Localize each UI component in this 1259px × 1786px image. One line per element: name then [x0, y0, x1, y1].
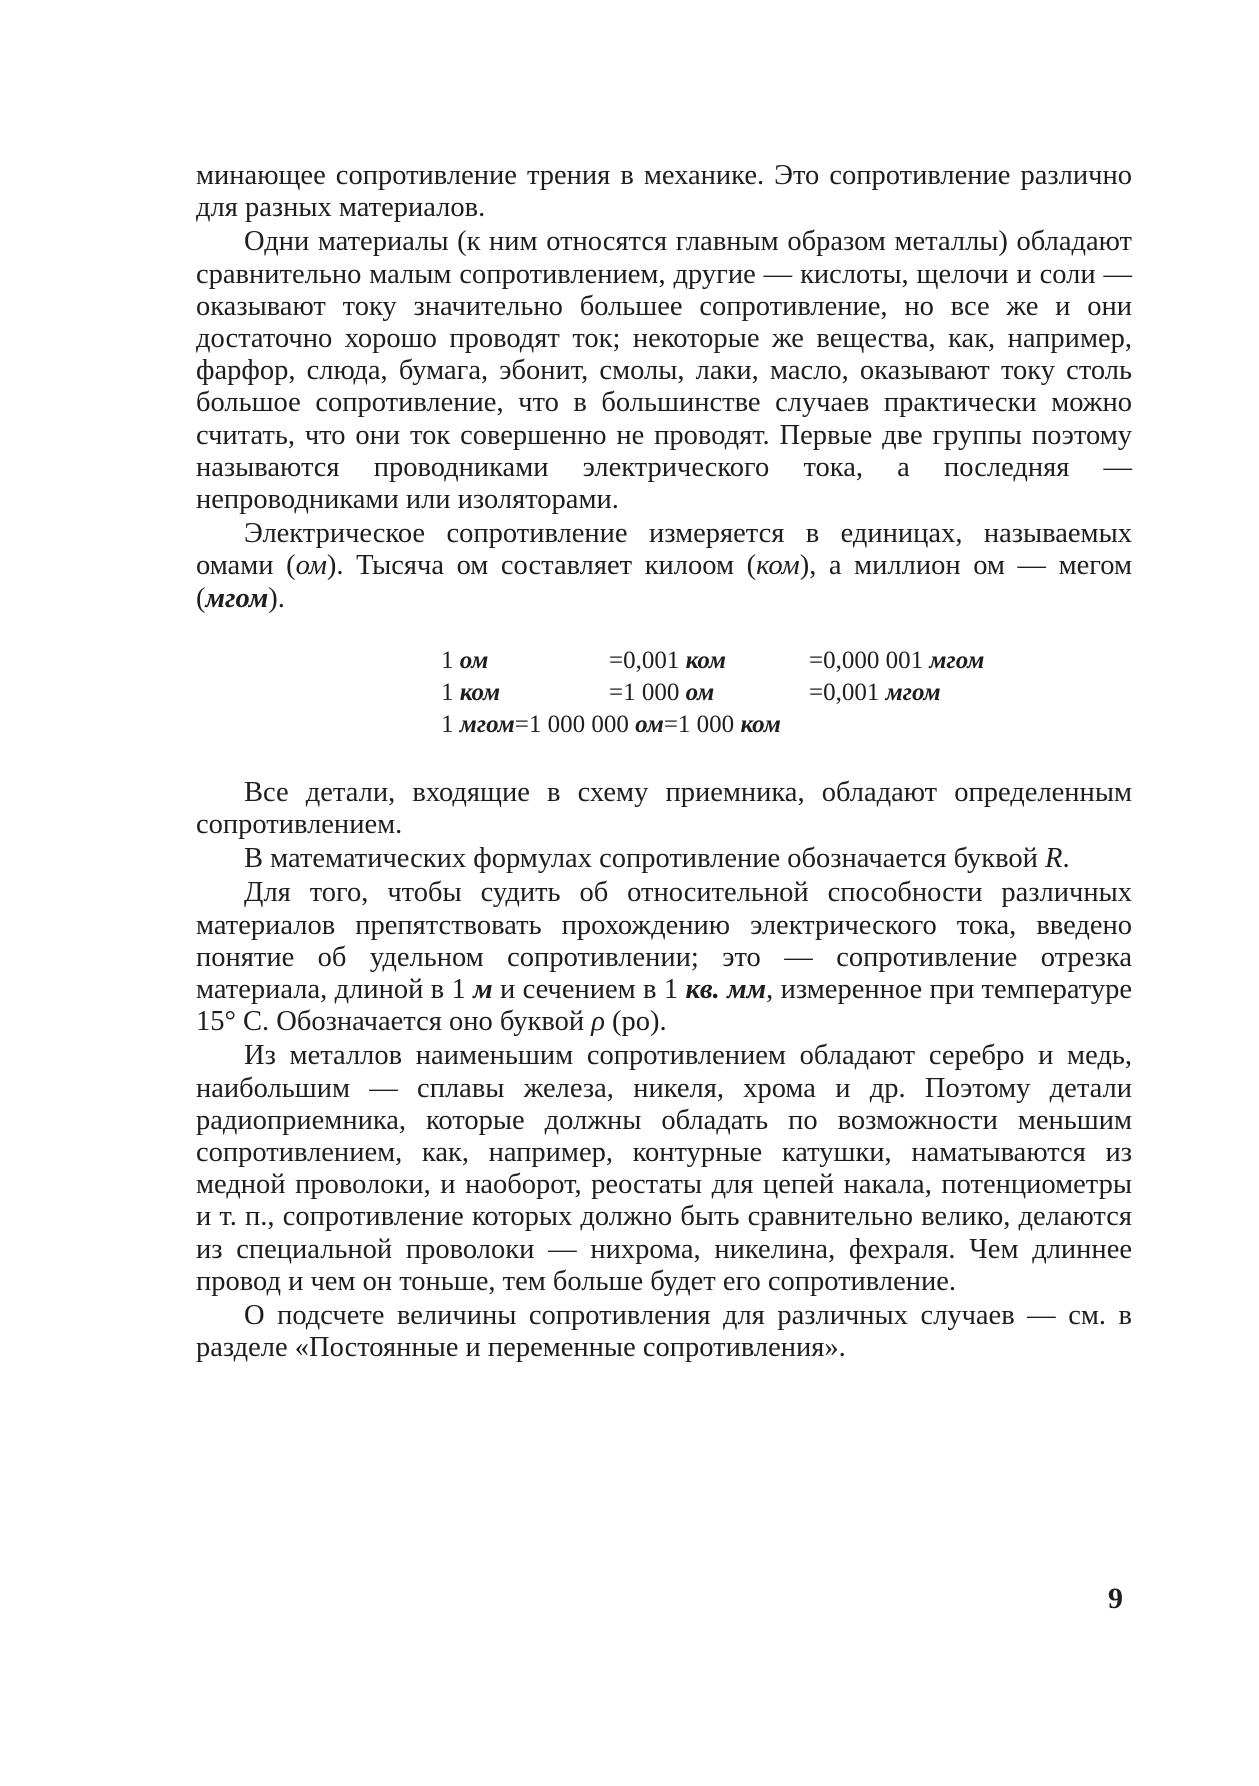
page-body: [196, 160, 1132, 1365]
paragraph-symbol-r: В математических формулах сопротивление обозначается буквой R.: [244, 843, 1070, 875]
formula-row: 1 мгом=1 000 000 ом=1 000 ком: [441, 710, 781, 738]
paragraph-resistivity: Для того, чтобы судить об относительной способности различных материалов препятствовать прохождению электрического тока, введено понятие об удельном сопротивлении; это — сопротивление отрезка материала, длиной в 1 м и сечением в 1 кв. мм, измеренное при температуре 15° С. Обозначается оно буквой ρ (ро).: [196, 877, 1132, 1038]
symbol-rho: ρ: [591, 1006, 605, 1038]
unit-megaohm: мгом: [205, 582, 269, 614]
page-number: 9: [1108, 1582, 1123, 1615]
symbol-r: R: [1045, 843, 1063, 875]
paragraph-details: Все детали, входящие в схему приемника, обладают определенным сопротивлением.: [196, 776, 1132, 841]
paragraph-continuation: минающее сопротивление трения в механике. Это сопротивление различно для разных материалов.: [196, 160, 1132, 224]
paragraph-units: Электрическое сопротивление измеряется в единицах, называемых омами (ом). Тысяча ом составляет килоом (ком), а миллион ом — мегом (мгом).: [196, 518, 1132, 614]
unit-conversion-formulas: [196, 645, 1132, 741]
formula-row: 1 ком =1 000 ом =0,001 мгом: [441, 678, 941, 706]
unit-sq-mm: кв. мм: [685, 974, 767, 1006]
formula-row: 1 ом =0,001 ком =0,000 001 мгом: [441, 646, 985, 674]
unit-meter: м: [473, 974, 493, 1006]
paragraph-materials: Одни материалы (к ним относятся главным образом металлы) обладают сравнительно малым сопротивлением, другие — кислоты, щелочи и соли — оказывают току значительно большее сопротивление, но все же и они достаточно хорошо проводят ток; некоторые же вещества, как, например, фарфор, слюда, бумага, эбонит, смолы, лаки, масло, оказывают току столь большое сопротивление, что в большинстве случаев практически можно считать, что они ток совершенно не проводят. Первые две группы поэтому называются проводниками электрического тока, а последняя — непроводниками или изоляторами.: [196, 226, 1132, 516]
unit-kiloohm: ком: [756, 550, 800, 582]
unit-ohm: ом: [295, 550, 327, 582]
paragraph-metals: Из металлов наименьшим сопротивлением обладают серебро и медь, наибольшим — сплавы железа, никеля, хрома и др. Поэтому детали радиоприемника, которые должны обладать по возможности меньшим сопротивлением, как, например, контурные катушки, наматываются из медной проволоки, и наоборот, реостаты для цепей накала, потенциометры и т. п., сопротивление которых должно быть сравнительно велико, делаются из специальной проволоки — нихрома, никелина, фехраля. Чем длиннее провод и чем он тоньше, тем больше будет его сопротивление.: [196, 1040, 1132, 1297]
paragraph-reference: О подсчете величины сопротивления для различных случаев — см. в разделе «Постоянные и переменные сопротивления».: [196, 1300, 1132, 1364]
